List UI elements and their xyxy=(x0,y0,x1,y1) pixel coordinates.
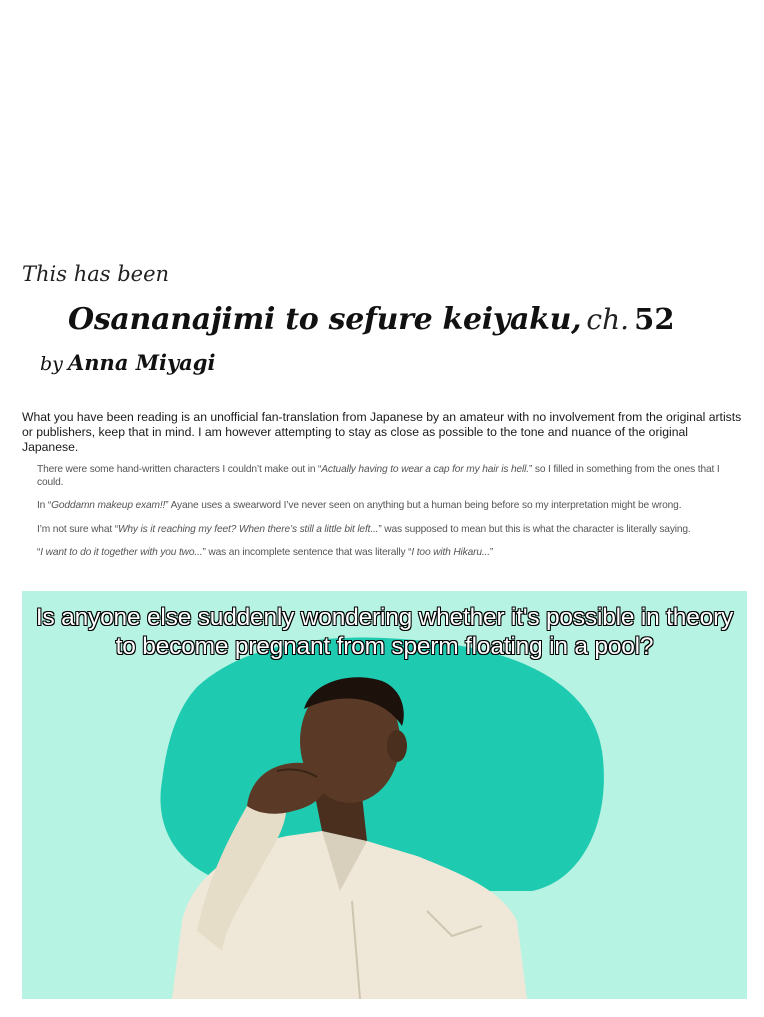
note-item: There were some hand-written characters I couldn’t make out in “Actually having to wear a cap for my hair is hell.” so I filled in something from the ones that I could. xyxy=(37,464,720,488)
meme-image xyxy=(22,591,747,999)
byline xyxy=(40,350,215,375)
disclaimer-text: What you have been reading is an unofficial fan-translation from Japanese by an amateur with no involvement from the original artists or publishers, keep that in mind. I am however attempting to stay as close as possible to the tone and nuance of the original Japanese. xyxy=(22,410,742,455)
note-item: I’m not sure what “Why is it reaching my feet? When there’s still a little bit left...” was supposed to mean but this is what the character is literally saying. xyxy=(37,523,691,535)
chapter-number: 52 xyxy=(634,302,675,336)
series-title: Osananajimi to sefure keiyaku, xyxy=(68,302,582,337)
chapter-title xyxy=(68,302,675,337)
note-item: “I want to do it together with you two...” was an incomplete sentence that was literally “I too with Hikaru...” xyxy=(37,547,494,559)
meme-caption: Is anyone else suddenly wondering whether it's possible in theory to become pregnant from sperm floating in a pool? xyxy=(35,604,734,660)
note-item: In “Goddamn makeup exam!!” Ayane uses a swearword I’ve never seen on anything but a human being before so my interpretation might be wrong. xyxy=(37,500,682,512)
intro-text: This has been xyxy=(22,262,170,286)
chapter-prefix: ch. xyxy=(586,303,630,336)
author-name: Anna Miyagi xyxy=(68,350,216,375)
byline-by: by xyxy=(40,353,63,375)
translation-notes xyxy=(37,464,737,571)
